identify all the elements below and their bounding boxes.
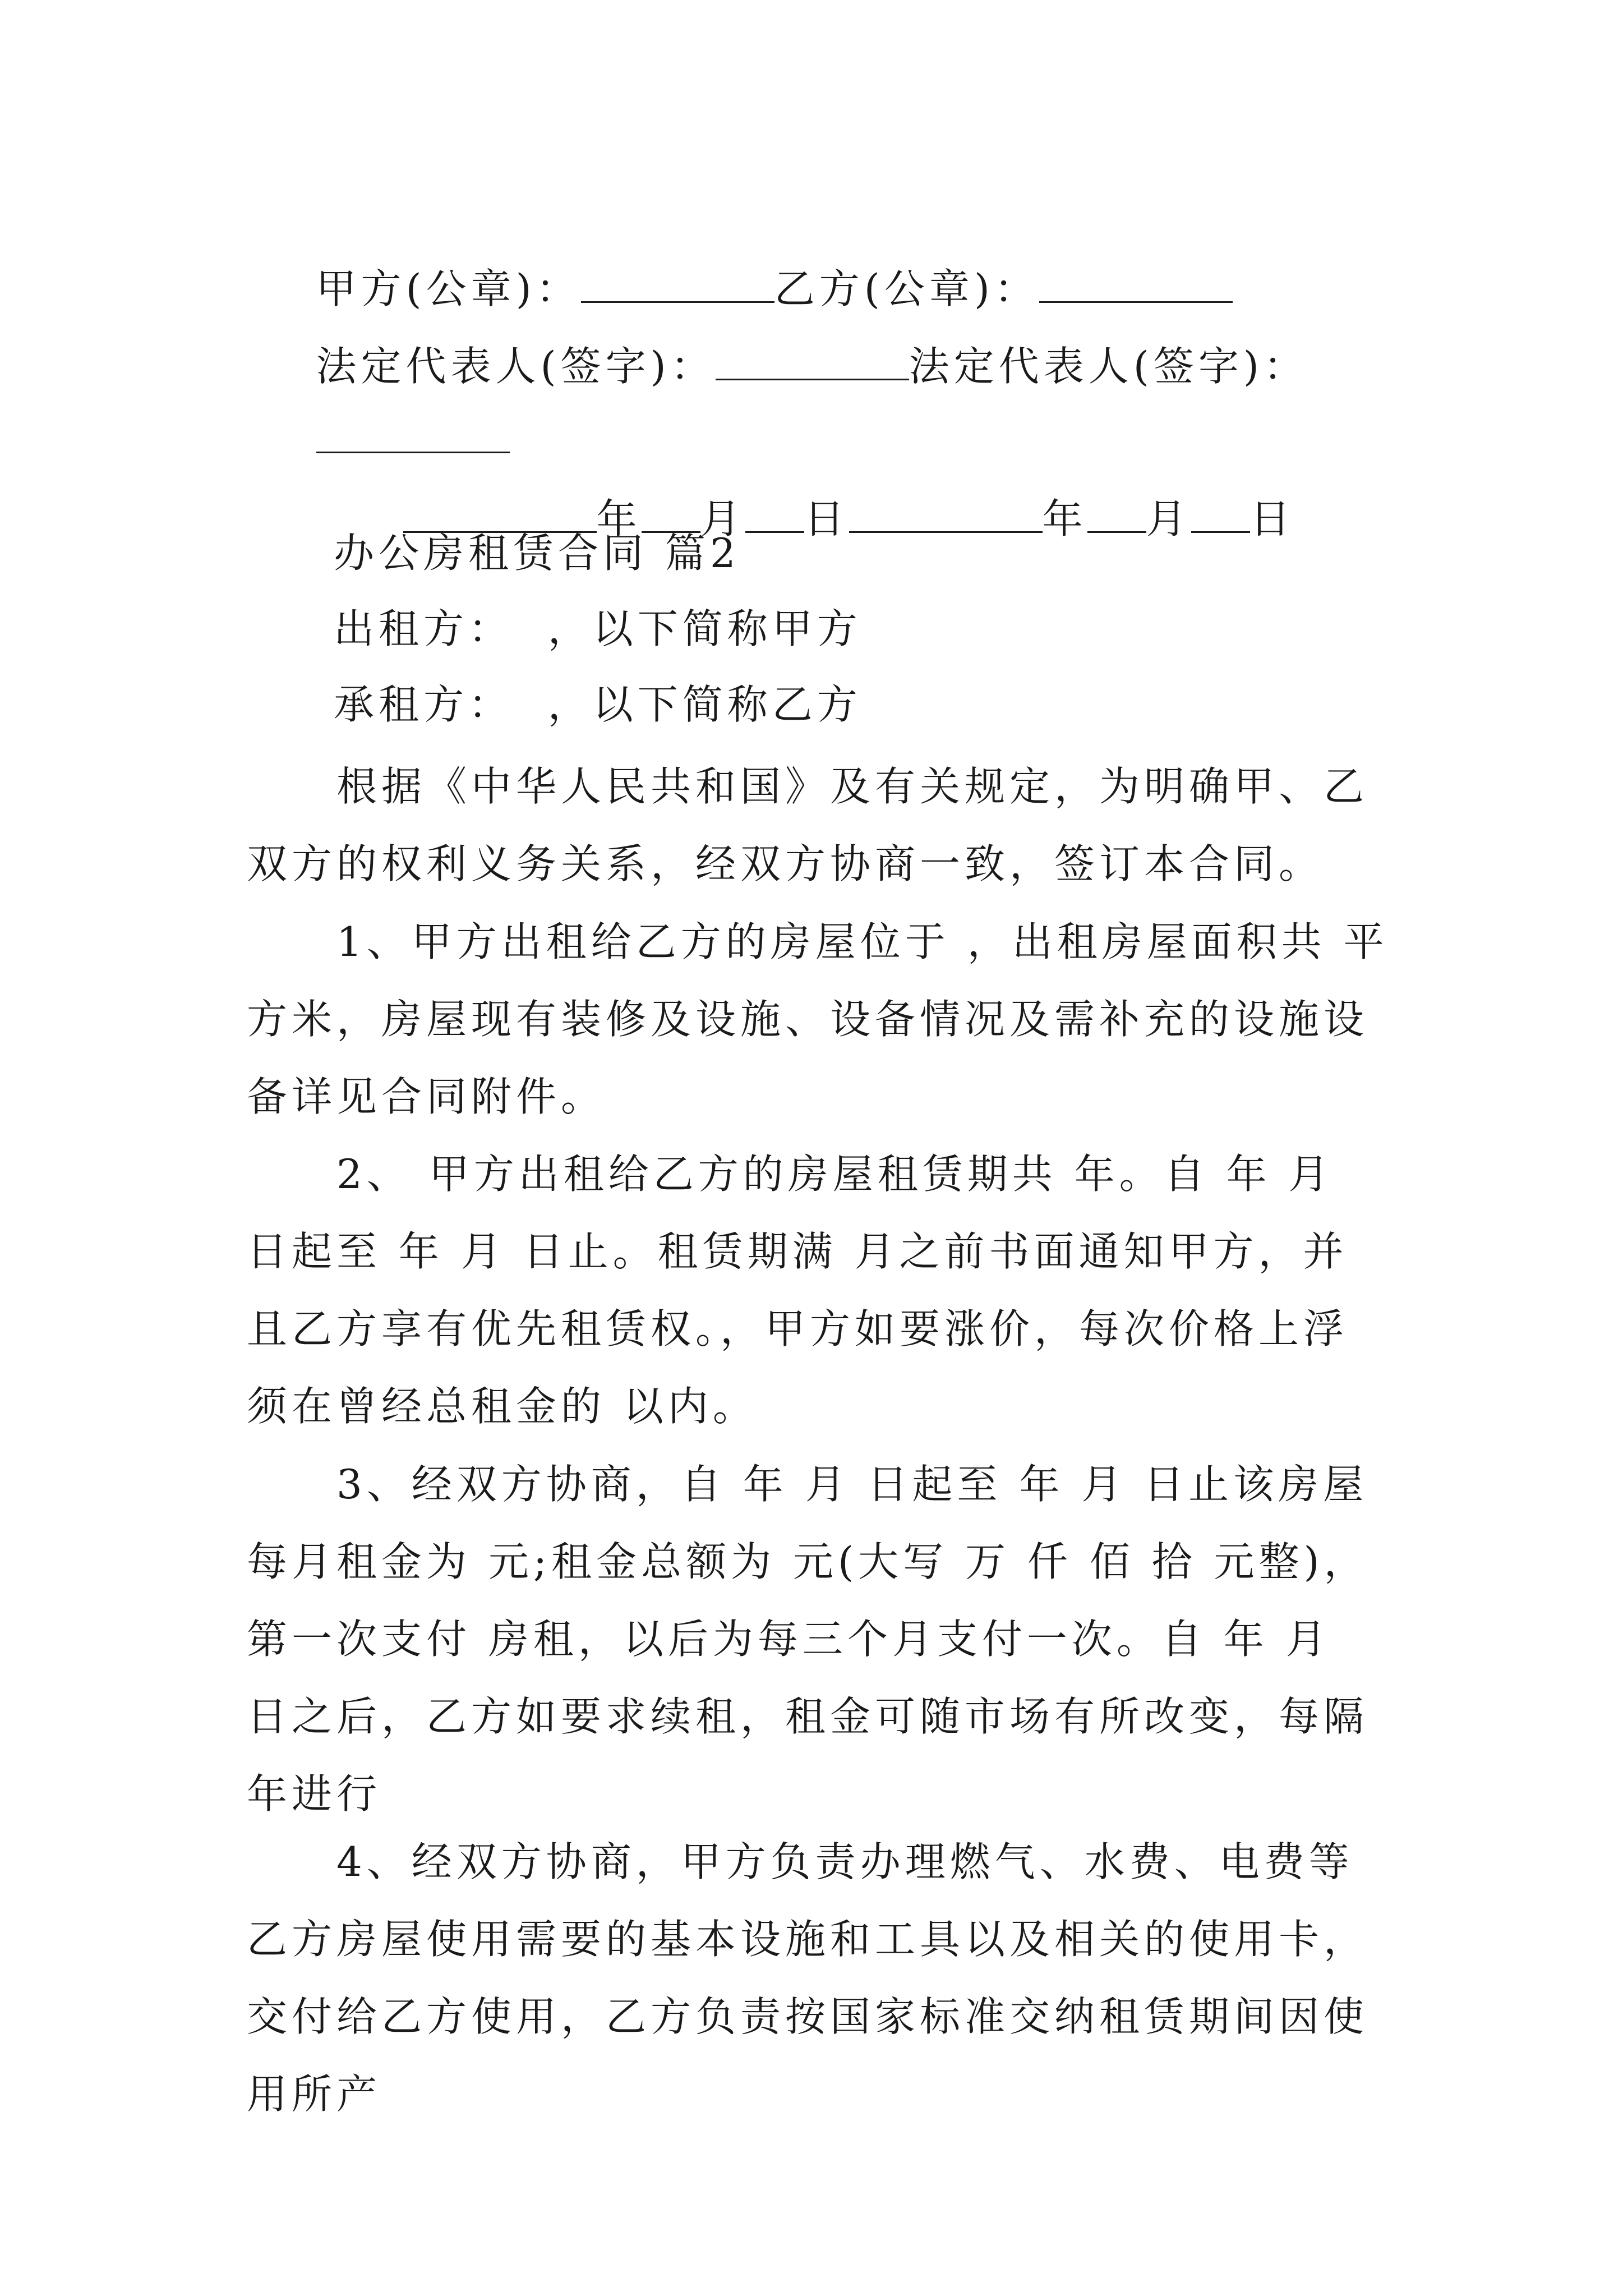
- paragraph-clause-1: 1、甲方出租给乙方的房屋位于 ，出租房屋面积共 平方米，房屋现有装修及设施、设备情况及需补充的设施设备详见合同附件。: [247, 918, 1389, 1120]
- year-label-b: 年: [1042, 495, 1087, 542]
- party-b-rep-label: 法定代表人(签字)：: [909, 342, 1308, 390]
- party-a-seal-blank: [581, 265, 774, 303]
- party-b-seal-label: 乙方(公章)：: [774, 265, 1039, 312]
- party-a-rep-label: 法定代表人(签字)：: [316, 342, 716, 390]
- month-label-b: 月: [1146, 495, 1191, 542]
- party-a-rep-blank: [716, 342, 909, 380]
- year-blank-a: [403, 495, 597, 533]
- party-a-seal-label: 甲方(公章)：: [316, 265, 581, 312]
- day-blank-a: [745, 495, 804, 533]
- paragraph-clause-4: 4、经双方协商，甲方负责办理燃气、水费、电费等乙方房屋使用需要的基本设施和工具以及相关的使用卡，交付给乙方使用，乙方负责按国家标准交纳租赁期间因使用所产: [247, 1838, 1369, 2118]
- paragraph-clause-3: 3、经双方协商，自 年 月 日起至 年 月 日止该房屋每月租金为 元;租金总额为 元(大写 万 仟 佰 拾 元整)，第一次支付 房租，以后为每三个月支付一次。自 年 月 日之后，乙方如要求续租，租金可随市场有所改变，每隔 年进行: [247, 1461, 1369, 1818]
- day-label-a: 日: [804, 495, 849, 542]
- day-blank-b: [1191, 495, 1250, 533]
- year-label-a: 年: [596, 495, 642, 542]
- day-label-b: 日: [1249, 495, 1295, 542]
- lessee-line: 承租方： ，以下简称乙方: [334, 681, 862, 728]
- paragraph-intro: 根据《中华人民共和国》及有关规定，为明确甲、乙双方的权利义务关系，经双方协商一致，签订本合同。: [247, 763, 1369, 887]
- year-blank-b: [849, 495, 1043, 533]
- party-b-seal-blank: [1039, 265, 1233, 303]
- paragraph-clause-2: 2、 甲方出租给乙方的房屋租赁期共 年。自 年 月 日起至 年 月 日止。租赁期满 月之前书面通知甲方，并且乙方享有优先租赁权。，甲方如要涨价，每次价格上浮须在曾经总租金的 以内。: [247, 1151, 1349, 1430]
- month-blank-b: [1087, 495, 1146, 533]
- party-b-rep-blank: [316, 415, 510, 453]
- lessor-line: 出租方： ，以下简称甲方: [334, 605, 862, 652]
- section-title: 办公房租赁合同 篇2: [334, 530, 740, 577]
- month-label-a: 月: [700, 495, 745, 542]
- month-blank-a: [642, 495, 700, 533]
